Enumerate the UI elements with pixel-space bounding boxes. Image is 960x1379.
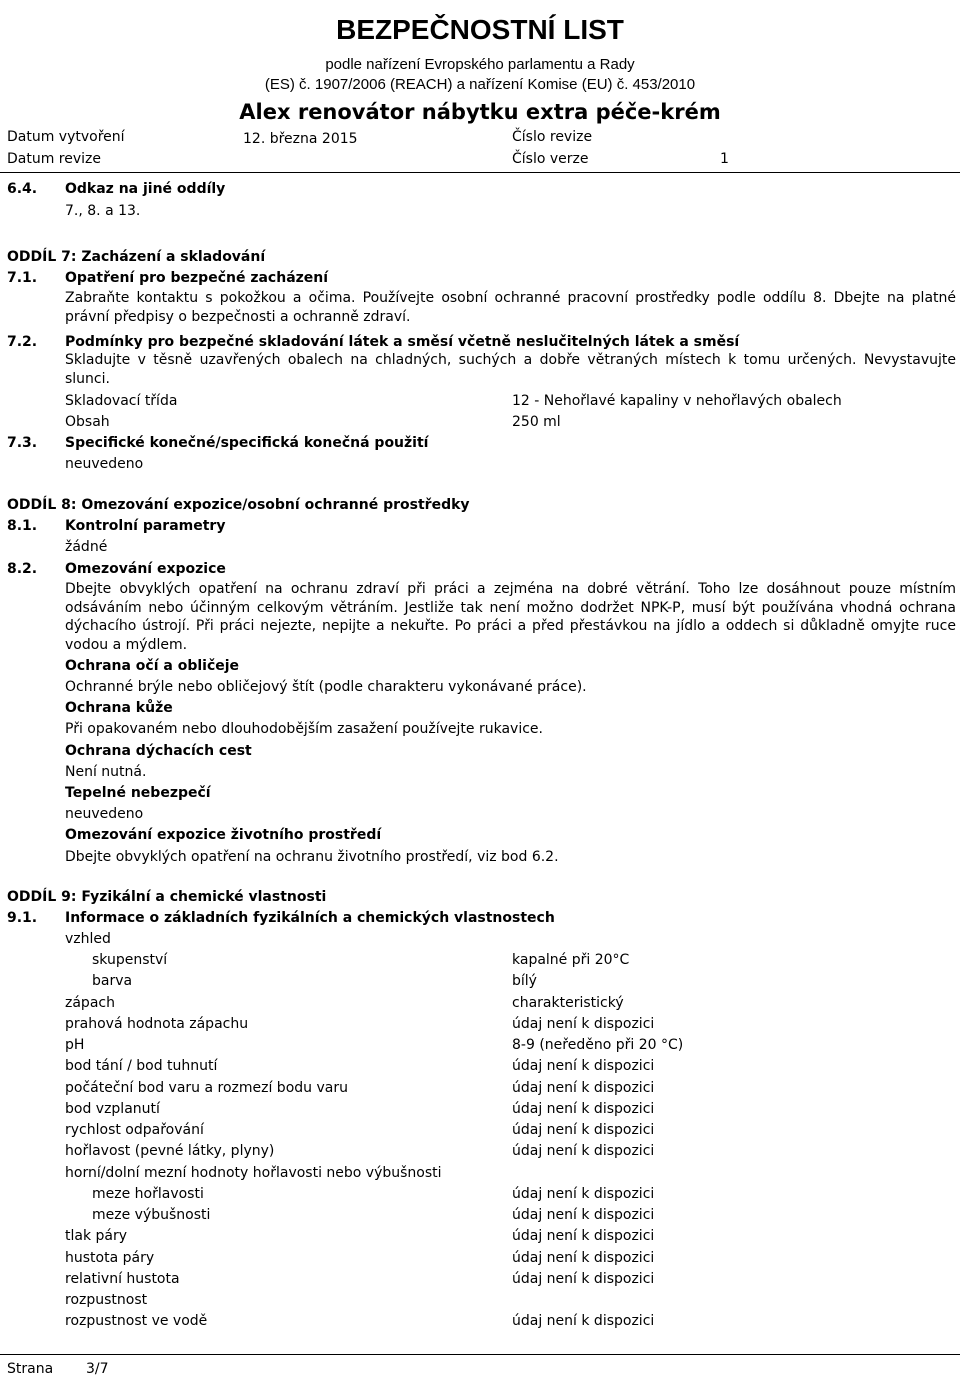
property-value: údaj není k dispozici	[512, 1101, 655, 1117]
s64-text: 7., 8. a 13.	[65, 203, 141, 219]
property-value: údaj není k dispozici	[512, 1313, 655, 1329]
s71-text: Zabraňte kontaktu s pokožkou a očima. Používejte osobní ochranné pracovní prostředky podle oddílu 8. Dbejte na platné právní předpisy o bezpečnosti a ochranně zdraví.	[65, 290, 956, 325]
version-value: 1	[720, 151, 729, 167]
property-label: relativní hustota	[65, 1271, 180, 1287]
section-8-heading: ODDÍL 8: Omezování expozice/osobní ochranné prostředky	[7, 497, 470, 513]
respiratory-title: Ochrana dýchacích cest	[65, 743, 252, 759]
s71-number: 7.1.	[7, 270, 38, 286]
storage-class-label: Skladovací třída	[65, 393, 178, 409]
page-label: Strana	[7, 1361, 54, 1377]
property-label: hořlavost (pevné látky, plyny)	[65, 1143, 275, 1159]
thermal-title: Tepelné nebezpečí	[65, 785, 211, 801]
property-value: údaj není k dispozici	[512, 1250, 655, 1266]
respiratory-text: Není nutná.	[65, 764, 147, 780]
property-value: údaj není k dispozici	[512, 1271, 655, 1287]
environment-title: Omezování expozice životního prostředí	[65, 827, 382, 843]
s81-number: 8.1.	[7, 518, 38, 534]
property-value: údaj není k dispozici	[512, 1143, 655, 1159]
content-label: Obsah	[65, 414, 110, 430]
s82-number: 8.2.	[7, 561, 38, 577]
s82-title: Omezování expozice	[65, 561, 226, 577]
property-value: 8-9 (neředěno při 20 °C)	[512, 1037, 684, 1053]
property-label: rozpustnost ve vodě	[65, 1313, 208, 1329]
environment-text: Dbejte obvyklých opatření na ochranu životního prostředí, viz bod 6.2.	[65, 849, 559, 865]
s91-number: 9.1.	[7, 910, 38, 926]
regulation-line-2: (ES) č. 1907/2006 (REACH) a nařízení Komise (EU) č. 453/2010	[264, 76, 696, 93]
property-value: bílý	[512, 973, 537, 989]
s72-number: 7.2.	[7, 334, 38, 350]
s64-number: 6.4.	[7, 181, 38, 197]
property-value: údaj není k dispozici	[512, 1186, 655, 1202]
property-value: údaj není k dispozici	[512, 1016, 655, 1032]
product-name: Alex renovátor nábytku extra péče-krém	[239, 100, 721, 124]
property-value: údaj není k dispozici	[512, 1207, 655, 1223]
s73-text: neuvedeno	[65, 456, 144, 472]
property-label: bod tání / bod tuhnutí	[65, 1058, 218, 1074]
property-label: rychlost odpařování	[65, 1122, 204, 1138]
skin-title: Ochrana kůže	[65, 700, 173, 716]
property-label: hustota páry	[65, 1250, 155, 1266]
property-value: údaj není k dispozici	[512, 1228, 655, 1244]
version-label: Číslo verze	[512, 151, 589, 167]
revision-number-label: Číslo revize	[512, 129, 593, 145]
property-label: rozpustnost	[65, 1292, 148, 1308]
s72-text: Skladujte v těsně uzavřených obalech na chladných, suchých a dobře větraných místech k tomu určených. Nevystavujte slunci.	[65, 352, 956, 387]
property-value: údaj není k dispozici	[512, 1080, 655, 1096]
storage-class-value: 12 - Nehořlavé kapaliny v nehořlavých obalech	[512, 393, 842, 409]
section-9-heading: ODDÍL 9: Fyzikální a chemické vlastnosti	[7, 889, 327, 905]
revision-date-label: Datum revize	[7, 151, 102, 167]
property-label: tlak páry	[65, 1228, 128, 1244]
property-label: bod vzplanutí	[65, 1101, 160, 1117]
created-value: 12. března 2015	[243, 131, 358, 147]
property-label: pH	[65, 1037, 85, 1053]
property-value: údaj není k dispozici	[512, 1058, 655, 1074]
property-value: kapalné při 20°C	[512, 952, 630, 968]
property-label: počáteční bod varu a rozmezí bodu varu	[65, 1080, 348, 1096]
property-label: zápach	[65, 995, 115, 1011]
section-7-heading: ODDÍL 7: Zacházení a skladování	[7, 249, 266, 265]
property-value: charakteristický	[512, 995, 624, 1011]
property-value: údaj není k dispozici	[512, 1122, 655, 1138]
property-label: vzhled	[65, 931, 111, 947]
s81-title: Kontrolní parametry	[65, 518, 226, 534]
page-number: 3/7	[86, 1361, 109, 1377]
s73-title: Specifické konečné/specifická konečná použití	[65, 435, 429, 451]
property-label: meze výbušnosti	[92, 1207, 211, 1223]
created-label: Datum vytvoření	[7, 129, 125, 145]
content-value: 250 ml	[512, 414, 561, 430]
footer-divider	[0, 1354, 960, 1355]
property-label: horní/dolní mezní hodnoty hořlavosti nebo výbušnosti	[65, 1165, 442, 1181]
thermal-text: neuvedeno	[65, 806, 144, 822]
s71-title: Opatření pro bezpečné zacházení	[65, 270, 329, 286]
property-label: meze hořlavosti	[92, 1186, 204, 1202]
header-divider	[0, 172, 960, 173]
s82-text: Dbejte obvyklých opatření na ochranu zdraví při práci a zejména na dobré větrání. Toho lze dosáhnout pouze místním odsáváním nebo účinným celkovým větráním. Jestliže tak není možno dodržet NPK-P, musí být používána vhodná ochrana dýchacího ústrojí. Při práci nejezte, nepijte a nekuřte. Po práci a před přestávkou na jídlo a oddech si důkladně omyjte ruce vodou a mýdlem.	[65, 581, 956, 653]
s64-title: Odkaz na jiné oddíly	[65, 181, 226, 197]
skin-text: Při opakovaném nebo dlouhodobějším zasažení používejte rukavice.	[65, 721, 543, 737]
s72-title: Podmínky pro bezpečné skladování látek a směsí včetně neslučitelných látek a směsí	[65, 334, 740, 350]
s91-title: Informace o základních fyzikálních a chemických vlastnostech	[65, 910, 555, 926]
property-label: prahová hodnota zápachu	[65, 1016, 249, 1032]
s81-text: žádné	[65, 539, 108, 555]
s73-number: 7.3.	[7, 435, 38, 451]
eyes-title: Ochrana očí a obličeje	[65, 658, 240, 674]
property-label: barva	[92, 973, 133, 989]
property-label: skupenství	[92, 952, 168, 968]
regulation-line-1: podle nařízení Evropského parlamentu a Rady	[325, 56, 635, 73]
eyes-text: Ochranné brýle nebo obličejový štít (podle charakteru vykonávané práce).	[65, 679, 587, 695]
document-title: BEZPEČNOSTNÍ LIST	[336, 14, 624, 45]
